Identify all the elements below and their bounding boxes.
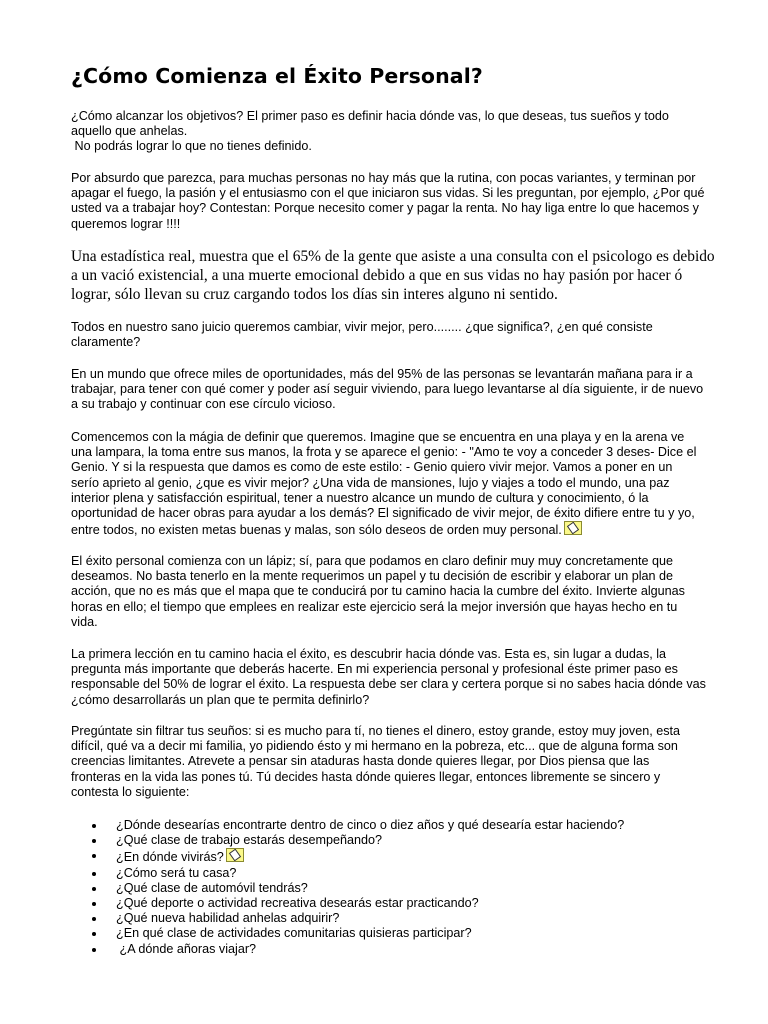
text-line: queremos lograr !!!! — [71, 216, 181, 231]
paragraph-9 — [71, 724, 711, 800]
bullet-icon — [92, 887, 96, 891]
text-line: claramente? — [71, 335, 141, 350]
text-line: deseamos. No basta tenerlo en la mente requerimos un papel y tu decisión de escribir y elaborar un plan de — [71, 569, 674, 584]
bullet-icon — [92, 854, 96, 858]
paragraph-6 — [71, 430, 711, 538]
text-line: ¿cómo desarrollarás un plan que te permita definirlo? — [71, 692, 370, 707]
paragraph-5 — [71, 367, 711, 413]
paragraph-2 — [71, 171, 711, 232]
text-line: entre todos, no existen metas buenas y malas, son sólo deseos de orden muy personal. — [71, 523, 562, 538]
text-line: vida. — [71, 614, 98, 629]
note-icon[interactable] — [226, 848, 244, 862]
text-line: En un mundo que ofrece miles de oportunidades, más del 95% de las personas se levantarán mañana para ir a — [71, 367, 693, 381]
text-line: a su trabajo y continuar con ese círculo vicioso. — [71, 397, 336, 412]
list-item: ¿Qué deporte o actividad recreativa desearás estar practicando? — [71, 896, 624, 911]
text-line: interior plena y satisfacción espiritual, tener a nuestro alcance un mundo de cultura y conocimiento, ó la — [71, 490, 649, 505]
text-line: lograr, sólo llevan su cruz cargando todos los días sin interes alguno ni sentido. — [71, 285, 558, 303]
paragraph-3 — [71, 248, 715, 304]
text-line: pregunta más importante que deberás hacerte. En mi experiencia personal y profesional éste primer paso es — [71, 662, 678, 677]
bullet-icon — [92, 917, 96, 921]
list-item: ¿A dónde añoras viajar? — [71, 942, 624, 957]
text-line: aquello que anhelas. — [71, 124, 188, 139]
paragraph-1 — [71, 109, 711, 155]
list-item: ¿En dónde vivirás? — [71, 848, 624, 865]
text-line: fronteras en la vida las pones tú. Tú decides hasta dónde quieres llegar, entonces libremente se sincero y — [71, 769, 661, 784]
text-line: serío aprieto al genio, ¿que es vivir mejor? ¿Una vida de mansiones, lujo y viajes a todo el mundo, una paz — [71, 475, 670, 490]
text-line: a un vació existencial, a una muerte emocional debido a que en sus vidas no hay pasión por hacer ó — [71, 266, 683, 284]
list-item: ¿Qué nueva habilidad anhelas adquirir? — [71, 911, 624, 926]
text-line: Por absurdo que parezca, para muchas personas no hay más que la rutina, con pocas variantes, y terminan por — [71, 171, 696, 185]
text-line: usted va a trabajar hoy? Contestan: Porque necesito comer y pagar la renta. No hay liga entre lo que hacemos y — [71, 201, 699, 216]
text-line: trabajar, para tener con qué comer y poder así seguir viviendo, para luego levantarse al día siguiente, ir de nuevo — [71, 382, 704, 397]
text-line: Genio. Y si la respuesta que damos es como de este estilo: - Genio quiero vivir mejor. Vamos a poner en un — [71, 460, 673, 475]
list-item: ¿En qué clase de actividades comunitarias quisieras participar? — [71, 926, 624, 941]
bullet-icon — [92, 902, 96, 906]
list-item: ¿Dónde desearías encontrarte dentro de cinco o diez años y qué desearía estar haciendo? — [71, 818, 624, 833]
text-line: Comencemos con la mágia de definir que queremos. Imagine que se encuentra en una playa y en la arena ve — [71, 430, 685, 444]
text-line-with-note — [71, 521, 711, 538]
text-line: contesta lo siguiente: — [71, 784, 190, 799]
bullet-icon — [92, 824, 96, 828]
text-line: Pregúntate sin filtrar tus seuños: si es mucho para tí, no tienes el dinero, estoy grande, estoy muy joven, esta — [71, 724, 681, 738]
list-item: ¿Cómo será tu casa? — [71, 866, 624, 881]
paragraph-4 — [71, 320, 711, 350]
text-line: oportunidad de hacer obras para ayudar a los demás? El significado de vivir mejor, de éxito difiere entre tu y yo, — [71, 506, 695, 521]
text-line: creencias limitantes. Atrevete a pensar sin ataduras hasta donde quieres llegar, por Dios piensa que las — [71, 754, 650, 769]
text-line: difícil, qué va a decir mi familia, yo pidiendo ésto y mi hermano en la pobreza, etc... que de alguna forma son — [71, 739, 678, 754]
text-line: El éxito personal comienza con un lápiz; sí, para que podamos en claro definir muy muy concretamente que — [71, 554, 674, 568]
paragraph-7 — [71, 554, 711, 630]
list-item: ¿Qué clase de trabajo estarás desempeñando? — [71, 833, 624, 848]
bullet-icon — [92, 872, 96, 876]
question-list — [71, 818, 624, 957]
text-line: ¿Cómo alcanzar los objetivos? El primer paso es definir hacia dónde vas, lo que deseas, tus sueños y todo — [71, 109, 669, 123]
text-line: La primera lección en tu camino hacia el éxito, es descubrir hacia dónde vas. Esta es, sin lugar a dudas, la — [71, 647, 667, 661]
text-line: Todos en nuestro sano juicio queremos cambiar, vivir mejor, pero........ ¿que significa?, ¿en qué consiste — [71, 320, 653, 334]
list-item: ¿Qué clase de automóvil tendrás? — [71, 881, 624, 896]
bullet-icon — [92, 932, 96, 936]
text-line: acción, que no es más que el mapa que te conducirá por tu camino hacia la cumbre del éxito. Invierte algunas — [71, 584, 685, 599]
text-line: No podrás lograr lo que no tienes definido. — [71, 139, 312, 154]
paragraph-8 — [71, 647, 711, 708]
bullet-icon — [92, 839, 96, 843]
text-line: una lampara, la toma entre sus manos, la frota y se aparece el genio: - "Amo te voy a conceder 3 deses- Dice el — [71, 445, 697, 460]
text-line: horas en ello; el tiempo que emplees en realizar este ejercicio será la mejor inversión que hayas hecho en tu — [71, 599, 678, 614]
text-line: apagar el fuego, la pasión y el entusiasmo con el que iniciaron sus vidas. Si les preguntan, por ejemplo, ¿Por qué — [71, 186, 705, 201]
text-line: responsable del 50% de lograr el éxito. La respuesta debe ser clara y certera porque si no sabes hacia dónde vas — [71, 677, 706, 692]
note-icon[interactable] — [564, 521, 582, 535]
text-line: Una estadística real, muestra que el 65% de la gente que asiste a una consulta con el psicologo es debido — [71, 248, 715, 265]
bullet-icon — [92, 948, 96, 952]
page-title: ¿Cómo Comienza el Éxito Personal? — [71, 64, 483, 88]
